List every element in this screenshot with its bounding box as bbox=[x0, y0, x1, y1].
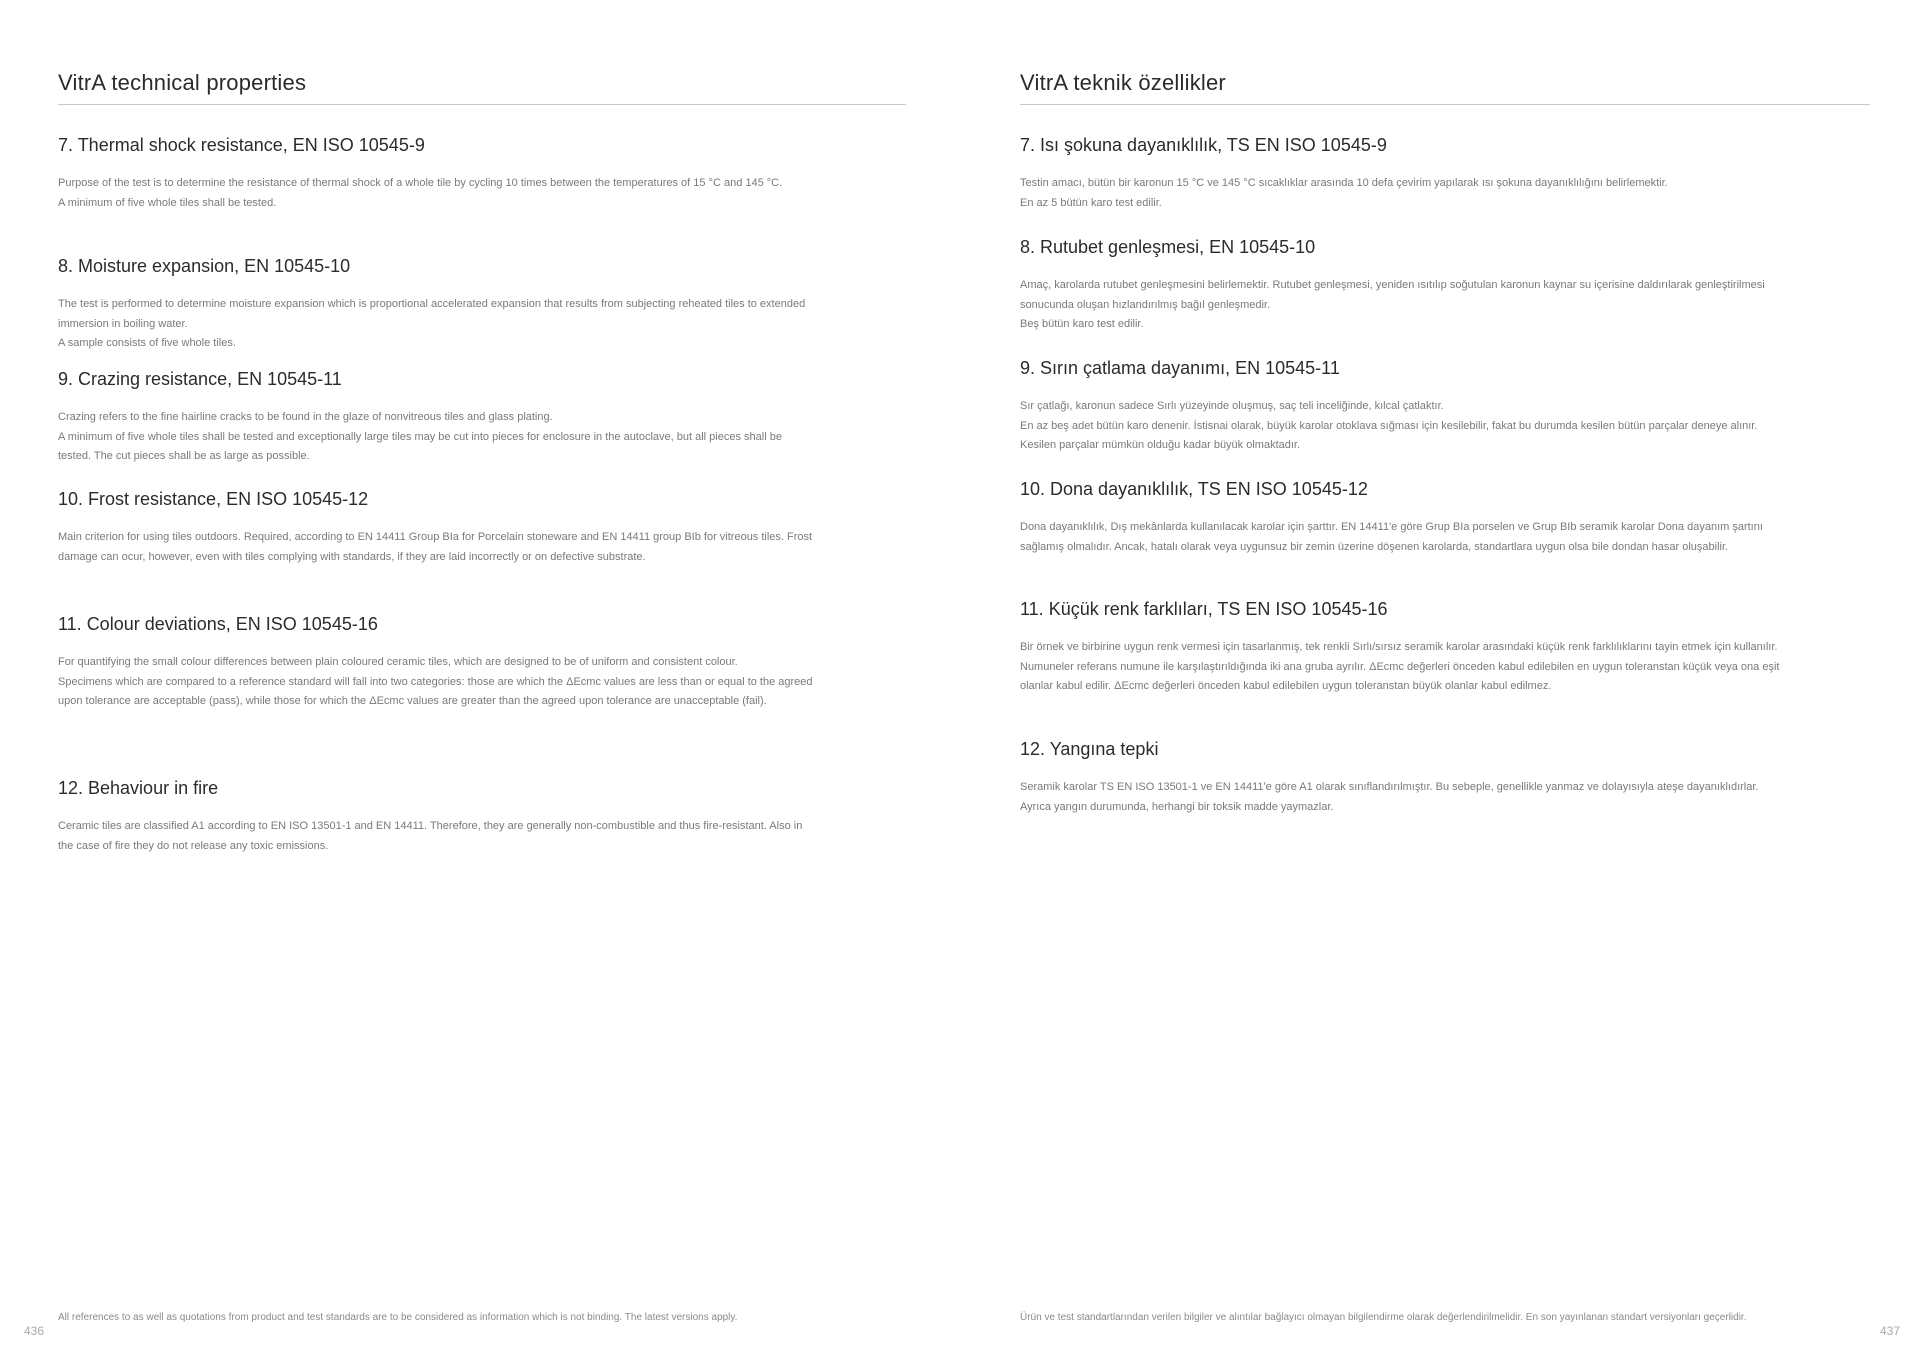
section-paragraph: For quantifying the small colour differences between plain coloured ceramic tiles, which are designed to be of uniform and consistent colour. bbox=[58, 656, 738, 668]
section-paragraph: A sample consists of five whole tiles. bbox=[58, 337, 236, 349]
section-title: 12. Yangına tepki bbox=[1020, 739, 1159, 759]
section-title: 9. Sırın çatlama dayanımı, EN 10545-11 bbox=[1020, 358, 1340, 378]
footer-disclaimer: Ürün ve test standartlarından verilen bilgiler ve alıntılar bağlayıcı olmayan bilgilendirme olarak değerlendirilmelidir. En son yayınlanan standart versiyonları geçerlidir. bbox=[1020, 1312, 1747, 1323]
section-crazing-resistance bbox=[58, 368, 818, 467]
section-behaviour-in-fire bbox=[58, 777, 818, 856]
section-paragraph: Seramik karolar TS EN ISO 13501-1 ve EN 14411'e göre A1 olarak sınıflandırılmıştır. Bu sebeple, genellikle yanmaz ve dolayısıyla ateşe dayanıklıdırlar. Ayrıca yangın durumunda, herhangi bir toksik madde yaymazlar. bbox=[1020, 781, 1759, 813]
right-page bbox=[960, 0, 1920, 1358]
section-colour-deviations bbox=[58, 613, 818, 712]
page-number: 436 bbox=[24, 1324, 45, 1338]
section-paragraph: Specimens which are compared to a reference standard will fall into two categories: those are which the ΔEcmc values are less than or equal to the agreed upon tolerance are acceptable (pass), while those for which the ΔEcmc values are greater than the agreed upon tolerance are unacceptable (fail). bbox=[58, 675, 813, 707]
footer-disclaimer: All references to as well as quotations from product and test standards are to be considered as information which is not binding. The latest versions apply. bbox=[58, 1312, 738, 1323]
page-number: 437 bbox=[1880, 1324, 1901, 1338]
section-paragraph: Numuneler referans numune ile karşılaştırıldığında iki ana gruba ayrılır. ΔEcmc değerleri önceden kabul edilebilen en uygun toleranstan küçük veya ona eşit olanlar kabul edilir. ΔEcmc değerleri önceden kabul edilebilen uygun toleranstan büyük olanlar kabul edilmez. bbox=[1020, 660, 1780, 692]
section-paragraph: Beş bütün karo test edilir. bbox=[1020, 318, 1144, 330]
section-paragraph: Bir örnek ve birbirine uygun renk vermesi için tasarlanmış, tek renkli Sırlı/sırsız seramik karolar arasındaki küçük renk farklılıklarını tayin etmek için kullanılır. bbox=[1020, 641, 1778, 653]
section-paragraph: Ceramic tiles are classified A1 according to EN ISO 13501-1 and EN 14411. Therefore, they are generally non-combustible and thus fire-resistant. Also in the case of fire they do not release any toxic emissions. bbox=[58, 820, 803, 852]
section-paragraph: Crazing refers to the fine hairline cracks to be found in the glaze of nonvitreous tiles and glass plating. bbox=[58, 411, 553, 423]
section-moisture-expansion bbox=[58, 255, 818, 354]
section-paragraph: Amaç, karolarda rutubet genleşmesini belirlemektir. Rutubet genleşmesi, yeniden ısıtılıp soğutulan karonun kaynar su içerisine daldırılarak genleştirilmesi sonucunda oluşan hızlandırılmış bağıl genleşmedir. bbox=[1020, 279, 1765, 311]
section-title: 7. Thermal shock resistance, EN ISO 10545-9 bbox=[58, 135, 425, 155]
section-isi-sokuna bbox=[1020, 134, 1780, 213]
page-title: VitrA technical properties bbox=[58, 70, 906, 105]
section-title: 12. Behaviour in fire bbox=[58, 778, 219, 798]
section-title: 10. Dona dayanıklılık, TS EN ISO 10545-12 bbox=[1020, 479, 1368, 499]
section-dona-dayaniklilik bbox=[1020, 478, 1780, 557]
section-rutubet bbox=[1020, 236, 1780, 335]
section-title: 11. Küçük renk farklıları, TS EN ISO 10545-16 bbox=[1020, 599, 1388, 619]
section-paragraph: Testin amacı, bütün bir karonun 15 °C ve 145 °C sıcaklıklar arasında 10 defa çevirim yapılarak ısı şokuna dayanıklılığını belirlemektir. bbox=[1020, 177, 1668, 189]
section-renk-farklari bbox=[1020, 598, 1780, 697]
section-title: 11. Colour deviations, EN ISO 10545-16 bbox=[58, 614, 378, 634]
section-sirin-catlama bbox=[1020, 357, 1780, 456]
section-yangina-tepki bbox=[1020, 738, 1780, 817]
page-title: VitrA teknik özellikler bbox=[1020, 70, 1870, 105]
section-title: 10. Frost resistance, EN ISO 10545-12 bbox=[58, 489, 369, 509]
section-paragraph: En az beş adet bütün karo denenir. İstisnai olarak, büyük karolar otoklava sığması için kesilebilir, fakat bu durumda kesilen bütün parçalar deneye alınır. Kesilen parçalar mümkün olduğu kadar büyük olmaktadır. bbox=[1020, 419, 1758, 451]
section-title: 7. Isı şokuna dayanıklılık, TS EN ISO 10545-9 bbox=[1020, 135, 1387, 155]
section-paragraph: The test is performed to determine moisture expansion which is proportional accelerated expansion that results from subjecting reheated tiles to extended immersion in boiling water. bbox=[58, 298, 806, 330]
section-paragraph: Dona dayanıklılık, Dış mekânlarda kullanılacak karolar için şarttır. EN 14411'e göre Grup BIa porselen ve Grup BIb seramik karolar Dona dayanım şartını sağlamış olmalıdır. Ancak, hatalı olarak veya uygunsuz bir zemin üzerine döşenen karolarda, standartlara uygun olsa bile dondan hasar oluşabilir. bbox=[1020, 521, 1763, 553]
section-paragraph: Main criterion for using tiles outdoors. Required, according to EN 14411 Group BIa for Porcelain stoneware and EN 14411 group BIb for vitreous tiles. Frost damage can ocur, however, even with tiles complying with standards, if they are laid incorrectly or on defective substrate. bbox=[58, 531, 813, 563]
section-paragraph: Sır çatlağı, karonun sadece Sırlı yüzeyinde oluşmuş, saç teli inceliğinde, kılcal çatlaktır. bbox=[1020, 400, 1444, 412]
section-thermal-shock bbox=[58, 134, 818, 213]
section-paragraph: A minimum of five whole tiles shall be tested. bbox=[58, 196, 277, 209]
section-title: 8. Rutubet genleşmesi, EN 10545-10 bbox=[1020, 237, 1316, 257]
section-title: 8. Moisture expansion, EN 10545-10 bbox=[58, 256, 351, 276]
section-paragraph: En az 5 bütün karo test edilir. bbox=[1020, 196, 1162, 209]
section-paragraph: A minimum of five whole tiles shall be tested and exceptionally large tiles may be cut into pieces for enclosure in the autoclave, but all pieces shall be tested. The cut pieces shall be as large as possible. bbox=[58, 430, 782, 462]
section-title: 9. Crazing resistance, EN 10545-11 bbox=[58, 369, 342, 389]
section-frost-resistance bbox=[58, 488, 818, 567]
section-paragraph: Purpose of the test is to determine the resistance of thermal shock of a whole tile by cycling 10 times between the temperatures of 15 °C and 145 °C. bbox=[58, 177, 783, 189]
